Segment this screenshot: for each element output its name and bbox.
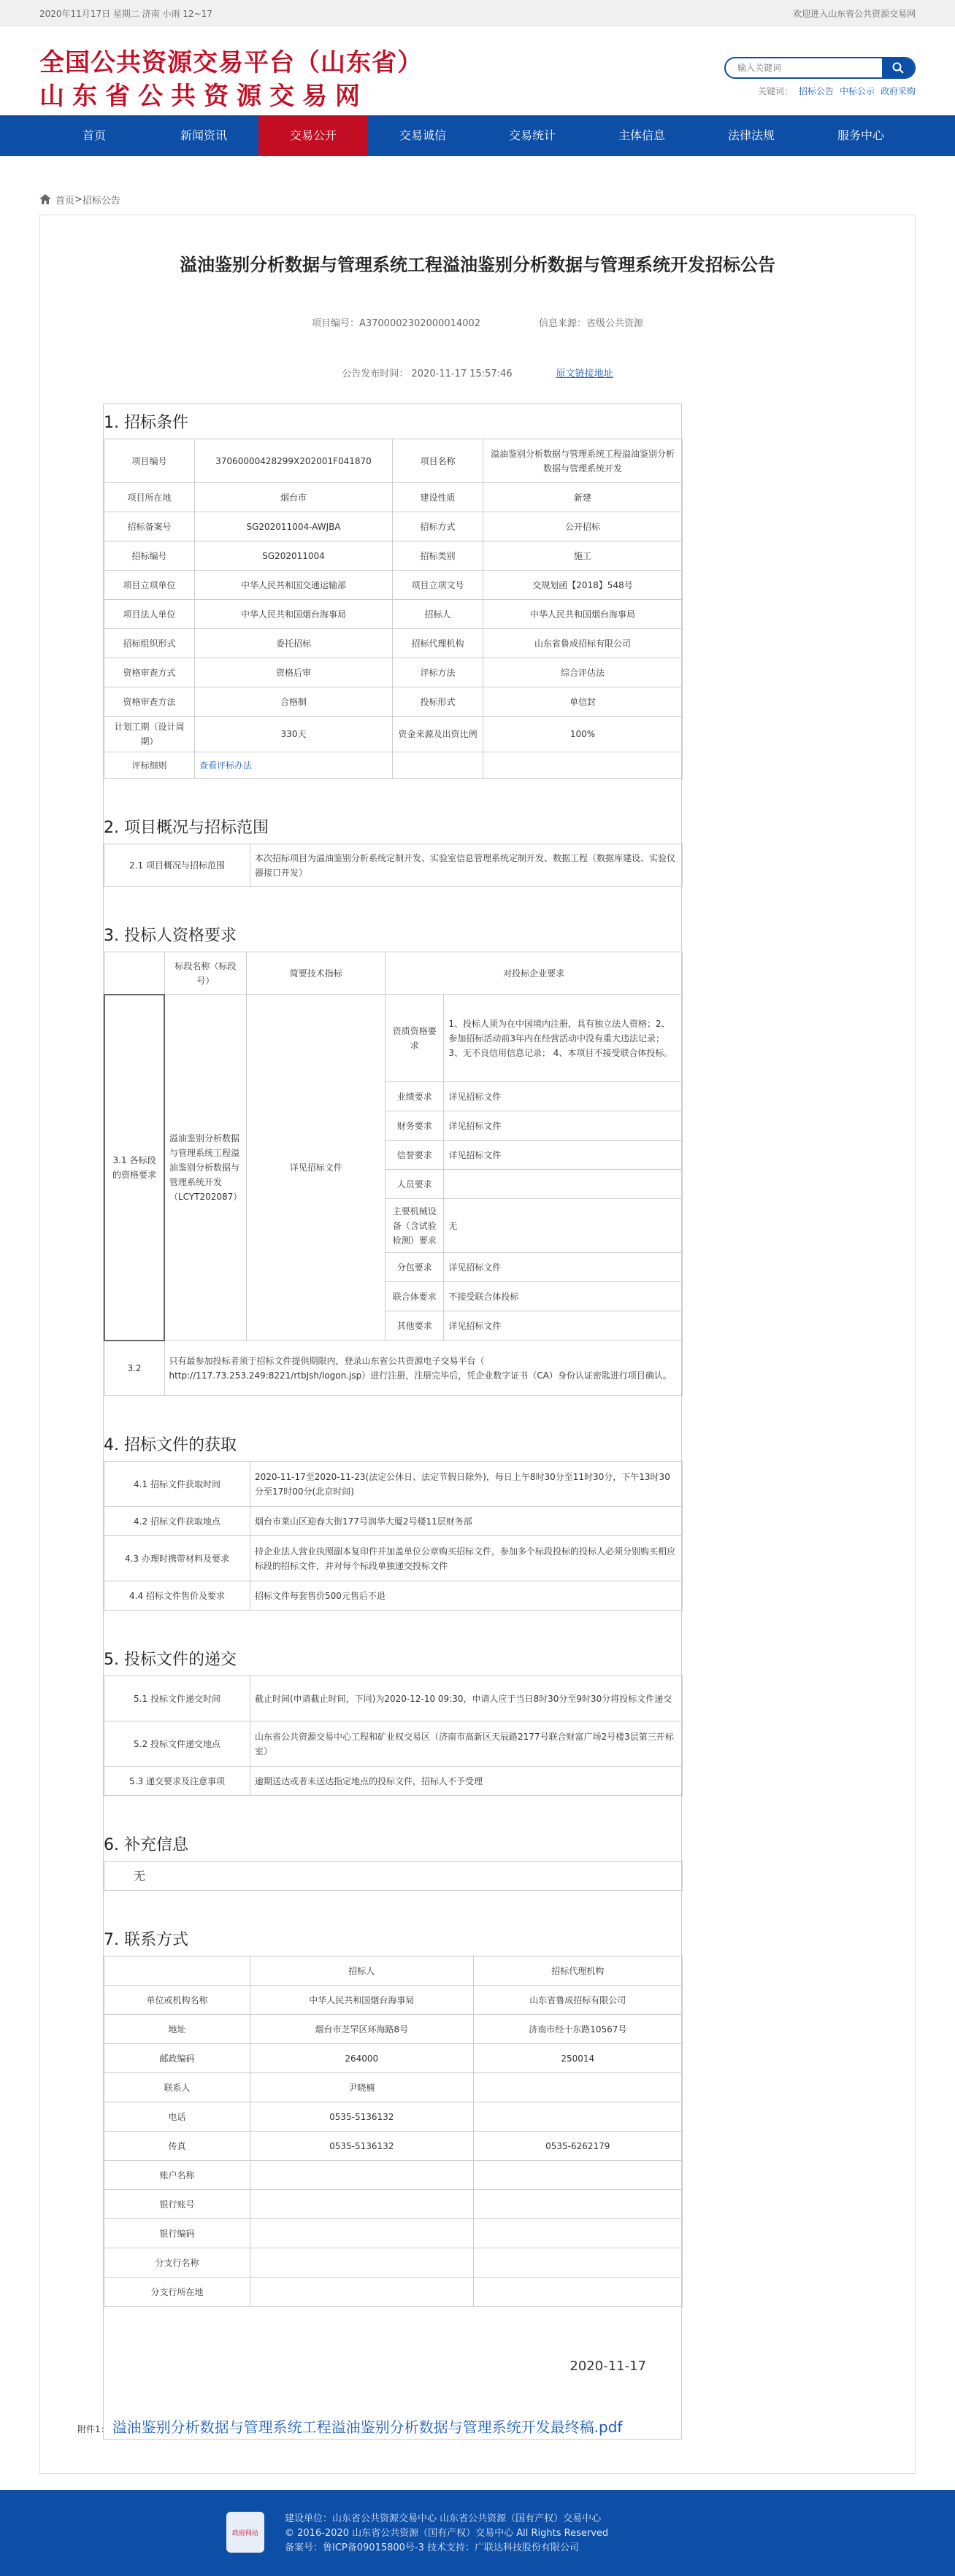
section-title: 3. 投标人资格要求 <box>104 927 237 945</box>
top-bar <box>0 0 955 26</box>
table-row: 人员要求 <box>104 1170 683 1199</box>
table-row: 单位或机构名称 中华人民共和国烟台海事局 山东省鲁成招标有限公司 <box>104 1986 683 2015</box>
section-title: 2. 项目概况与招标范围 <box>104 819 269 837</box>
table-row: 5.2 投标文件递交地点 山东省公共资源交易中心工程和矿业权交易区（济南市高新区天辰路2177号联合财富广场2号楼3层第三开标室） <box>104 1721 683 1767</box>
site-title: 全国公共资源交易平台（山东省） <box>39 48 423 77</box>
table-row: 招标备案号 SG202011004-AWJBA 招标方式 公开招标 <box>104 512 683 541</box>
announcement-date: 2020-11-17 <box>569 2359 646 2374</box>
nav-credit[interactable]: 交易诚信 <box>399 128 446 142</box>
nav-service[interactable]: 服务中心 <box>837 128 884 142</box>
hot-keywords: 关键词： 招标公告 中标公示 政府采购 <box>757 86 916 96</box>
search-icon <box>892 62 904 74</box>
home-icon <box>39 194 51 204</box>
table-row: 项目编号 3706000042829​9X202001F041870 项目名称 溢油鉴别分析数据与管理系统工程溢油鉴别分析数据与管理系统开发 <box>104 439 683 483</box>
table-row: 4.1 招标文件获取时间 2020-11-17至2020-11-23(法定公休日、法定节假日除外)，每日上午8时30分至11时30分，下午13时30分至17时00分(北京时间) <box>104 1462 683 1507</box>
table-row: 财务要求 详见招标文件 <box>104 1111 683 1141</box>
rule-link[interactable]: 查看评标办法 <box>195 752 393 779</box>
table-row: 联系人 尹晓楠 <box>104 2073 683 2102</box>
table-row: 5.1 投标文件递交时间 截止时间(申请截止时间，下同)为2020-12-10 09:30，申请人应于当日8时30分至9时30分将投标文件递交 <box>104 1676 683 1721</box>
table-row: 分支行所在地 <box>104 2278 683 2307</box>
table-row: 资格审查方式 资格后审 评标方法 综合评估法 <box>104 658 683 687</box>
table-row: 银行账号 <box>104 2190 683 2219</box>
table-row: 分包要求 详见招标文件 <box>104 1253 683 1282</box>
publish-info: 公告发布时间： 2020-11-17 15:57:46 原文链接地址 <box>342 369 613 379</box>
table-row: 主要机械设备（含试验检测）要求 无 <box>104 1199 683 1253</box>
announcement-body <box>77 404 682 2440</box>
nav-news[interactable]: 新闻资讯 <box>180 128 227 142</box>
table-row: 银行编码 <box>104 2219 683 2248</box>
table-row: 3.1 各标段的资格要求 溢油鉴别分析数据与管理系统工程溢油鉴别分析数据与管理系统开发（LCYT202087） 详见招标文件 资质资格要求 1、投标人须为在中国境内注册，具有独立法人资格；2、参加招标活动前3年内在经营活动中没有重大违法记录； 3、无不良信用信息记录； 4、本项目不接受联合体投标。 <box>104 995 683 1082</box>
section-title: 4. 招标文件的获取 <box>104 1436 237 1454</box>
qualification-table: 标段名称（标段号） 简要技术指标 对投标企业要求 3.1 各标段的资格要求 溢油鉴别分析数据与管理系统工程溢油鉴别分析数据与管理系统开发（LCYT202087） 详见招标文件 资质资格要求 1、投标人须为在中国境内注册，具有独立法人资格；2、参加招标活动前3年内在经营活动中没有重大违法记录； 3、无不良信用信息记录； 4、本项目不接受联合体投标。 业绩要求 详见招标文件 财务要求 详见招标文件 信誉要求 详见招标文件 人员要求 主要机械设备（含试验检测）要求 无 分包要求 详见招标文件 联合体要求 不接受联合体投标 其他要求 详见招标文件 3.2 只有最参加投标者须于招标文件提供期限内，登录山东省公共资源电子交易平台（ http://117.73.253.249:8221/rtbJsh/logon.jsp）进行注册，注册完毕后，凭企业数字证书（CA）身份认证密匙进行项目确认。 <box>104 952 683 1396</box>
breadcrumb: 首页 > 招标公告 <box>39 184 916 215</box>
section-title: 5. 投标文件的递交 <box>104 1651 237 1669</box>
nav-home[interactable]: 首页 <box>82 128 106 142</box>
submission-table <box>104 1675 683 1796</box>
attachment-link[interactable]: 溢油鉴别分析数据与管理系统工程溢油鉴别分析数据与管理系统开发最终稿.pdf <box>112 2418 623 2436</box>
nav-entity[interactable]: 主体信息 <box>618 128 665 142</box>
table-row: 计划工期（设计周期） 330天 资金来源及出资比例 100% <box>104 717 683 752</box>
gov-site-badge[interactable]: 政府网站 <box>226 2512 264 2553</box>
footer: 政府网站 建设单位：山东省公共资源交易中心 山东省公共资源（国有产权）交易中心 © 2016-2020 山东省公共资源（国有产权）交易中心 All Rights Reserved 备案号：鲁ICP备09015800号-3 技术支持：广联达科技股份有限公司 <box>0 2490 955 2576</box>
main-nav <box>0 115 955 156</box>
table-row: 项目立项单位 中华人民共和国交通运输部 项目立项文号 交规划函【2018】548号 <box>104 571 683 600</box>
article-meta: 项目编号：A3700002302000014002 信息来源：省级公共资源 <box>311 318 644 329</box>
table-row: 地址 烟台市芝罘区环海路8号 济南市经十东路10567号 <box>104 2015 683 2044</box>
header <box>39 26 916 115</box>
article-container <box>39 215 916 2474</box>
table-row: 传真 0535-5136132 0535-6262179 <box>104 2132 683 2161</box>
table-row: 业绩要求 详见招标文件 <box>104 1082 683 1111</box>
nav-trade-public[interactable]: 交易公开 <box>258 115 368 156</box>
table-row: 账户名称 <box>104 2161 683 2190</box>
search-box <box>724 57 916 79</box>
breadcrumb-home[interactable]: 首页 <box>55 195 75 207</box>
hot-link[interactable]: 中标公示 <box>839 86 875 96</box>
breadcrumb-current[interactable]: 招标公告 <box>82 195 120 207</box>
hot-link[interactable]: 政府采购 <box>880 86 916 96</box>
search-input[interactable] <box>726 58 882 77</box>
table-row: 其他要求 详见招标文件 <box>104 1311 683 1341</box>
table-row: 4.3 办理时携带材料及要求 持企业法人营业执照副本复印件并加盖单位公章购买招标文件，参加多个标段投标的投标人必须分别购买相应标段的招标文件，并对每个标段单独递交投标文件 <box>104 1536 683 1581</box>
table-row: 分支行名称 <box>104 2248 683 2278</box>
welcome-text: 欢迎进入山东省公共资源交易网 <box>792 8 916 19</box>
table-row: 资格审查方法 合格制 投标形式 单信封 <box>104 687 683 717</box>
table-row: 信誉要求 详见招标文件 <box>104 1141 683 1170</box>
nav-law[interactable]: 法律法规 <box>727 128 775 142</box>
table-row: 电话 0535-5136132 <box>104 2102 683 2132</box>
section-title: 7. 联系方式 <box>104 1931 188 1949</box>
tender-conditions-table: 项目编号 3706000042829​9X202001F041870 项目名称 溢油鉴别分析数据与管理系统工程溢油鉴别分析数据与管理系统开发 项目所在地 烟台市 建设性质 新建 招标备案号 SG202011004-AWJBA 招标方式 公开招标 招标编号 SG202011004 招标类别 施工 项目立项单位 中华人民共和国交通运输部 项目立项文号 交规划函【2018】548号 项目法人单位 中华人民共和国烟台海事局 招标人 中华人民共和国烟台海事局 招标组织形式 委托招标 招标代理机构 山东省鲁成招标有限公司 资格审查方式 资格后审 评标方法 综合评估法 资格审查方法 合格制 投标形式 单信封 计划工期（设计周期） 330天 资金来源及出资比例 100% 评标细则 查看评标办法 <box>104 439 683 779</box>
attachment: 附件1： 溢油鉴别分析数据与管理系统工程溢油鉴别分析数据与管理系统开发最终稿.pdf <box>77 2418 623 2436</box>
table-row: 项目法人单位 中华人民共和国烟台海事局 招标人 中华人民共和国烟台海事局 <box>104 600 683 629</box>
table-row: 招标编号 SG202011004 招标类别 施工 <box>104 541 683 571</box>
table-row: 联合体要求 不接受联合体投标 <box>104 1282 683 1311</box>
search-button[interactable] <box>882 58 914 77</box>
date-weather: 2020年11月17日 星期二 济南 小雨 12~17 <box>39 8 212 19</box>
page-title: 溢油鉴别分析数据与管理系统工程溢油鉴别分析数据与管理系统开发招标公告 <box>180 255 775 275</box>
original-link[interactable]: 原文链接地址 <box>556 369 613 379</box>
section-title: 6. 补充信息 <box>104 1836 188 1854</box>
site-title-2: 山东省公共资源交易网 <box>39 82 368 111</box>
table-row: 5.3 递交要求及注意事项 逾期送达或者未送达指定地点的投标文件，招标人不予受理 <box>104 1767 683 1796</box>
table-row: 邮政编码 264000 250014 <box>104 2044 683 2073</box>
table-row: 4.2 招标文件获取地点 烟台市莱山区迎春大街177号润华大厦2号楼11层财务部 <box>104 1507 683 1536</box>
doc-acquisition-table <box>104 1461 683 1611</box>
hot-link[interactable]: 招标公告 <box>798 86 834 96</box>
project-scope-table: 2.1 项目概况与招标范围 本次招标项目为溢油鉴别分析系统定制开发、实验室信息管理系统定制开发、数据工程（数据库建设、实验仪器接口开发） <box>104 844 683 887</box>
section-title: 1. 招标条件 <box>104 414 188 432</box>
table-row: 招标组织形式 委托招标 招标代理机构 山东省鲁成招标有限公司 <box>104 629 683 658</box>
table-row: 项目所在地 烟台市 建设性质 新建 <box>104 483 683 512</box>
nav-stats[interactable]: 交易统计 <box>508 128 556 142</box>
contact-table: 招标人 招标代理机构 单位或机构名称 中华人民共和国烟台海事局 山东省鲁成招标有限公司 地址 烟台市芝罘区环海路8号 济南市经十东路10567号 邮政编码 264000 250014 联系人 尹晓楠 电话 0535-5136132 传真 0535-5136132 0535-6262179 账户名称 银行账号 银行编码 分支行名称 分支行所在地 <box>104 1956 683 2307</box>
table-row: 4.4 招标文件售价及要求 招标文件每套售价500元售后不退 <box>104 1581 683 1611</box>
supplement-table: 无 <box>104 1861 683 1891</box>
